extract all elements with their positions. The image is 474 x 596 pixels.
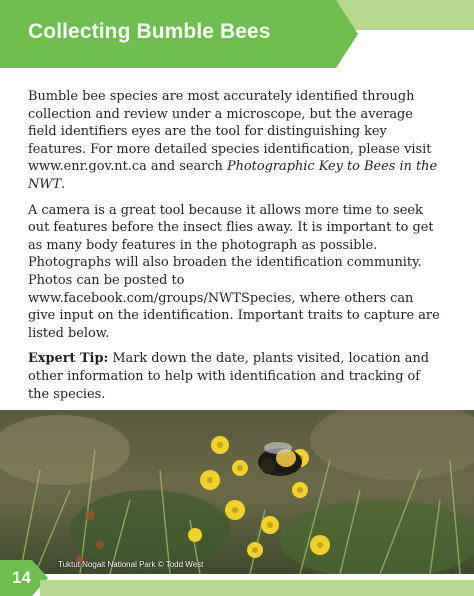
key-reference: Photographic Key to Bees in the NWT <box>28 159 438 192</box>
intro-end: . <box>61 176 66 192</box>
intro-text: Bumble bee species are most accurately identified through collection and review under a microscope, but the average field identifiers eyes are the tool for distinguishing key features. For more detailed species identification, please visit www.enr.gov.nt.ca and search <box>28 89 432 175</box>
footer-shape <box>0 560 474 596</box>
page-title: Collecting Bumble Bees <box>28 20 271 43</box>
bumble-bee-on-flowers-image <box>0 410 474 574</box>
expert-tip-label: Expert Tip: <box>28 351 109 367</box>
bumble-bee-photo <box>0 410 474 574</box>
page-number: 14 <box>12 568 31 587</box>
paragraph-intro <box>28 88 444 194</box>
body-text <box>28 88 444 411</box>
photo-caption: Tuktut Nogait National Park © Todd West <box>58 560 204 569</box>
expert-tip-text: Mark down the date, plants visited, location and other information to help with identification and tracking of the species. <box>28 351 430 402</box>
paragraph-camera: A camera is a great tool because it allows more time to seek out features before the insect flies away. It is important to get as many body features in the photograph as possible. Photographs will also broaden the identification community. Photos can be posted to www.facebook.com/groups/NWTSpecies, where others can give input on the identification. Important traits to capture are listed below. <box>28 202 440 341</box>
page-footer <box>0 560 474 596</box>
paragraph-expert-tip <box>28 350 444 403</box>
